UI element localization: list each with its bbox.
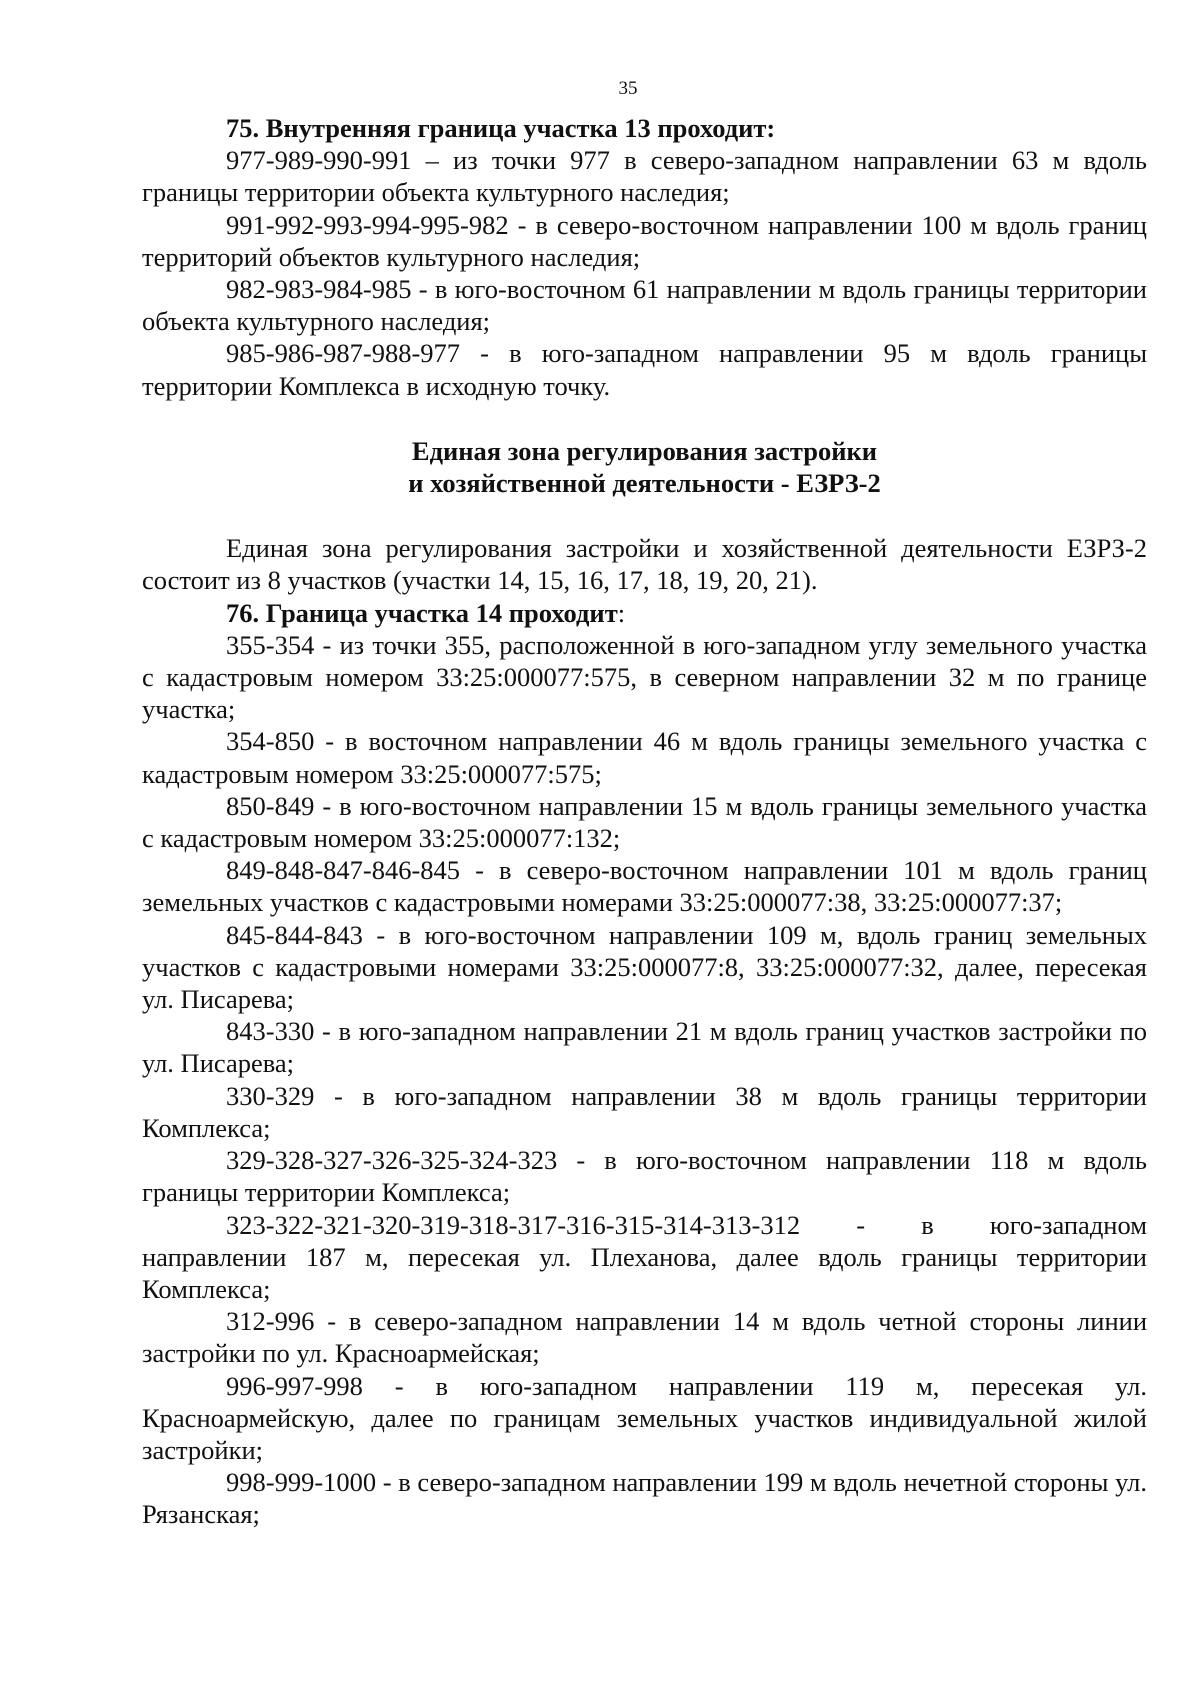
section-76-paragraph: 355-354 - из точки 355, расположенной в юго-западном углу земельного участка с кадастровым номером 33:25:000077:575, в северном направлении 32 м по границе участка; (142, 629, 1147, 725)
section-76-paragraph: 312-996 - в северо-западном направлении 14 м вдоль четной стороны линии застройки по ул. Красноармейская; (142, 1306, 1147, 1369)
section-75-paragraph: 985-986-987-988-977 - в юго-западном направлении 95 м вдоль границы территории Комплекса в исходную точку. (142, 338, 1147, 401)
section-75-paragraph: 991-992-993-994-995-982 - в северо-восточном направлении 100 м вдоль границ территорий объектов культурного наследия; (142, 209, 1147, 272)
zone-title-line-2: и хозяйственной деятельности - ЕЗРЗ-2 (408, 468, 881, 499)
section-76-paragraph: 996-997-998 - в юго-западном направлении 119 м, пересекая ул. Красноармейскую, далее по границам земельных участков индивидуальной жилой застройки; (142, 1370, 1147, 1465)
section-76-heading (142, 597, 1147, 629)
section-75-heading: 75. Внутренняя граница участка 13 проходит: (226, 113, 776, 143)
section-76-paragraph: 849-848-847-846-845 - в северо-восточном направлении 101 м вдоль границ земельных участков с кадастровыми номерами 33:25:000077:38, 33:25:000077:37; (142, 855, 1147, 918)
section-76-paragraph: 998-999-1000 - в северо-западном направлении 199 м вдоль нечетной стороны ул. Рязанская; (142, 1467, 1147, 1530)
section-76-paragraph: 845-844-843 - в юго-восточном направлении 109 м, вдоль границ земельных участков с кадастровыми номерами 33:25:000077:8, 33:25:000077:32, далее, пересекая ул. Писарева; (142, 919, 1147, 1015)
section-75-paragraph: 977-989-990-991 – из точки 977 в северо-западном направлении 63 м вдоль границы территории объекта культурного наследия; (142, 145, 1147, 208)
page-number: 35 (618, 78, 638, 99)
zone-title-line-1: Единая зона регулирования застройки (411, 435, 878, 466)
section-76-paragraph: 850-849 - в юго-восточном направлении 15 м вдоль границы земельного участка с кадастровым номером 33:25:000077:132; (142, 790, 1147, 854)
section-76-paragraph: 329-328-327-326-325-324-323 - в юго-восточном направлении 118 м вдоль границы территории Комплекса; (142, 1145, 1147, 1208)
section-75-paragraph: 982-983-984-985 - в юго-восточном 61 направлении м вдоль границы территории объекта культурного наследия; (142, 274, 1147, 337)
section-76-paragraph: 330-329 - в юго-западном направлении 38 м вдоль границы территории Комплекса; (142, 1080, 1147, 1143)
section-76-paragraph: 843-330 - в юго-западном направлении 21 м вдоль границ участков застройки по ул. Писарева; (142, 1016, 1147, 1079)
section-76-heading-text: 76. Граница участка 14 проходит (226, 597, 618, 628)
section-76-paragraph: 323-322-321-320-319-318-317-316-315-314-313-312 - в юго-западном направлении 187 м, пересекая ул. Плеханова, далее вдоль границы территории Комплекса; (142, 1209, 1147, 1304)
zone-intro-paragraph: Единая зона регулирования застройки и хозяйственной деятельности ЕЗРЗ-2 состоит из 8 участков (участки 14, 15, 16, 17, 18, 19, 20, 21). (142, 533, 1147, 596)
section-76-paragraph: 354-850 - в восточном направлении 46 м вдоль границы земельного участка с кадастровым номером 33:25:000077:575; (142, 726, 1147, 789)
document-body (142, 112, 1147, 1531)
section-76-heading-colon: : (617, 597, 626, 628)
